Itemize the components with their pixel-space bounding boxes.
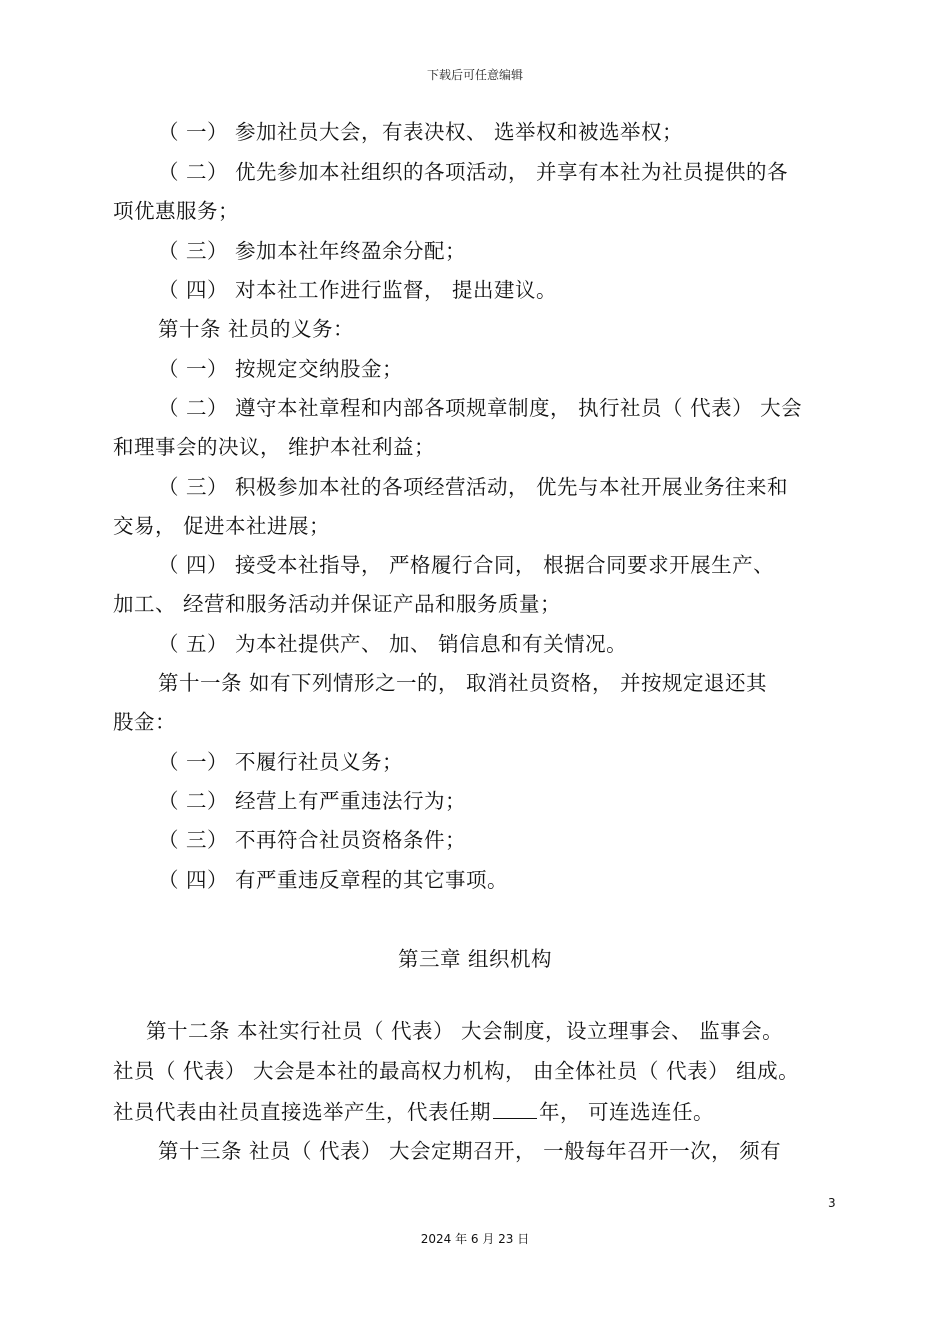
- right-item-1: （ 一） 参加社员大会，有表决权、 选举权和被选举权；: [158, 120, 684, 144]
- duty-item-5: （ 五） 为本社提供产、 加、 销信息和有关情况。: [158, 632, 628, 656]
- article-11-heading: 第十一条 如有下列情形之一的， 取消社员资格， 并按规定退还其: [158, 671, 768, 695]
- article-11-heading-cont: 股金：: [113, 710, 176, 734]
- footer-date: 2024 年 6 月 23 日: [420, 1232, 530, 1246]
- disqualify-item-2: （ 二） 经营上有严重违法行为；: [158, 789, 467, 813]
- right-item-2-cont: 项优惠服务；: [113, 199, 239, 223]
- right-item-2: （ 二） 优先参加本社组织的各项活动， 并享有本社为社员提供的各: [158, 160, 789, 184]
- duty-item-4: （ 四） 接受本社指导， 严格履行合同， 根据合同要求开展生产、: [158, 553, 775, 577]
- article-12-line-2: 社员（ 代表） 大会是本社的最高权力机构， 由全体社员（ 代表） 组成。: [113, 1059, 800, 1083]
- header-note: 下载后可任意编辑: [426, 68, 523, 82]
- disqualify-item-3: （ 三） 不再符合社员资格条件；: [158, 828, 467, 852]
- right-item-3: （ 三） 参加本社年终盈余分配；: [158, 239, 467, 263]
- disqualify-item-1: （ 一） 不履行社员义务；: [158, 750, 404, 774]
- page-number: 3: [828, 1196, 836, 1210]
- article-12-line-3: [113, 1098, 714, 1125]
- duty-item-3-cont: 交易， 促进本社进展；: [113, 514, 331, 538]
- disqualify-item-4: （ 四） 有严重违反章程的其它事项。: [158, 868, 509, 892]
- article-12-line-1: 第十二条 本社实行社员（ 代表） 大会制度，设立理事会、 监事会。: [146, 1019, 784, 1043]
- article-13-line-1: 第十三条 社员（ 代表） 大会定期召开， 一般每年召开一次， 须有: [158, 1139, 782, 1163]
- term-text-after: 年， 可连选连任。: [539, 1100, 715, 1124]
- duty-item-1: （ 一） 按规定交纳股金；: [158, 357, 404, 381]
- article-10-heading: 第十条 社员的义务：: [158, 317, 355, 341]
- duty-item-4-cont: 加工、 经营和服务活动并保证产品和服务质量；: [113, 592, 562, 616]
- duty-item-3: （ 三） 积极参加本社的各项经营活动， 优先与本社开展业务往来和: [158, 475, 789, 499]
- chapter-title: 第三章 组织机构: [397, 947, 553, 971]
- duty-item-2-cont: 和理事会的决议， 维护本社利益；: [113, 435, 436, 459]
- term-blank-field: [493, 1098, 537, 1119]
- duty-item-2: （ 二） 遵守本社章程和内部各项规章制度， 执行社员（ 代表） 大会: [158, 396, 803, 420]
- right-item-4: （ 四） 对本社工作进行监督， 提出建议。: [158, 278, 558, 302]
- term-text-before: 社员代表由社员直接选举产生，代表任期: [113, 1100, 491, 1124]
